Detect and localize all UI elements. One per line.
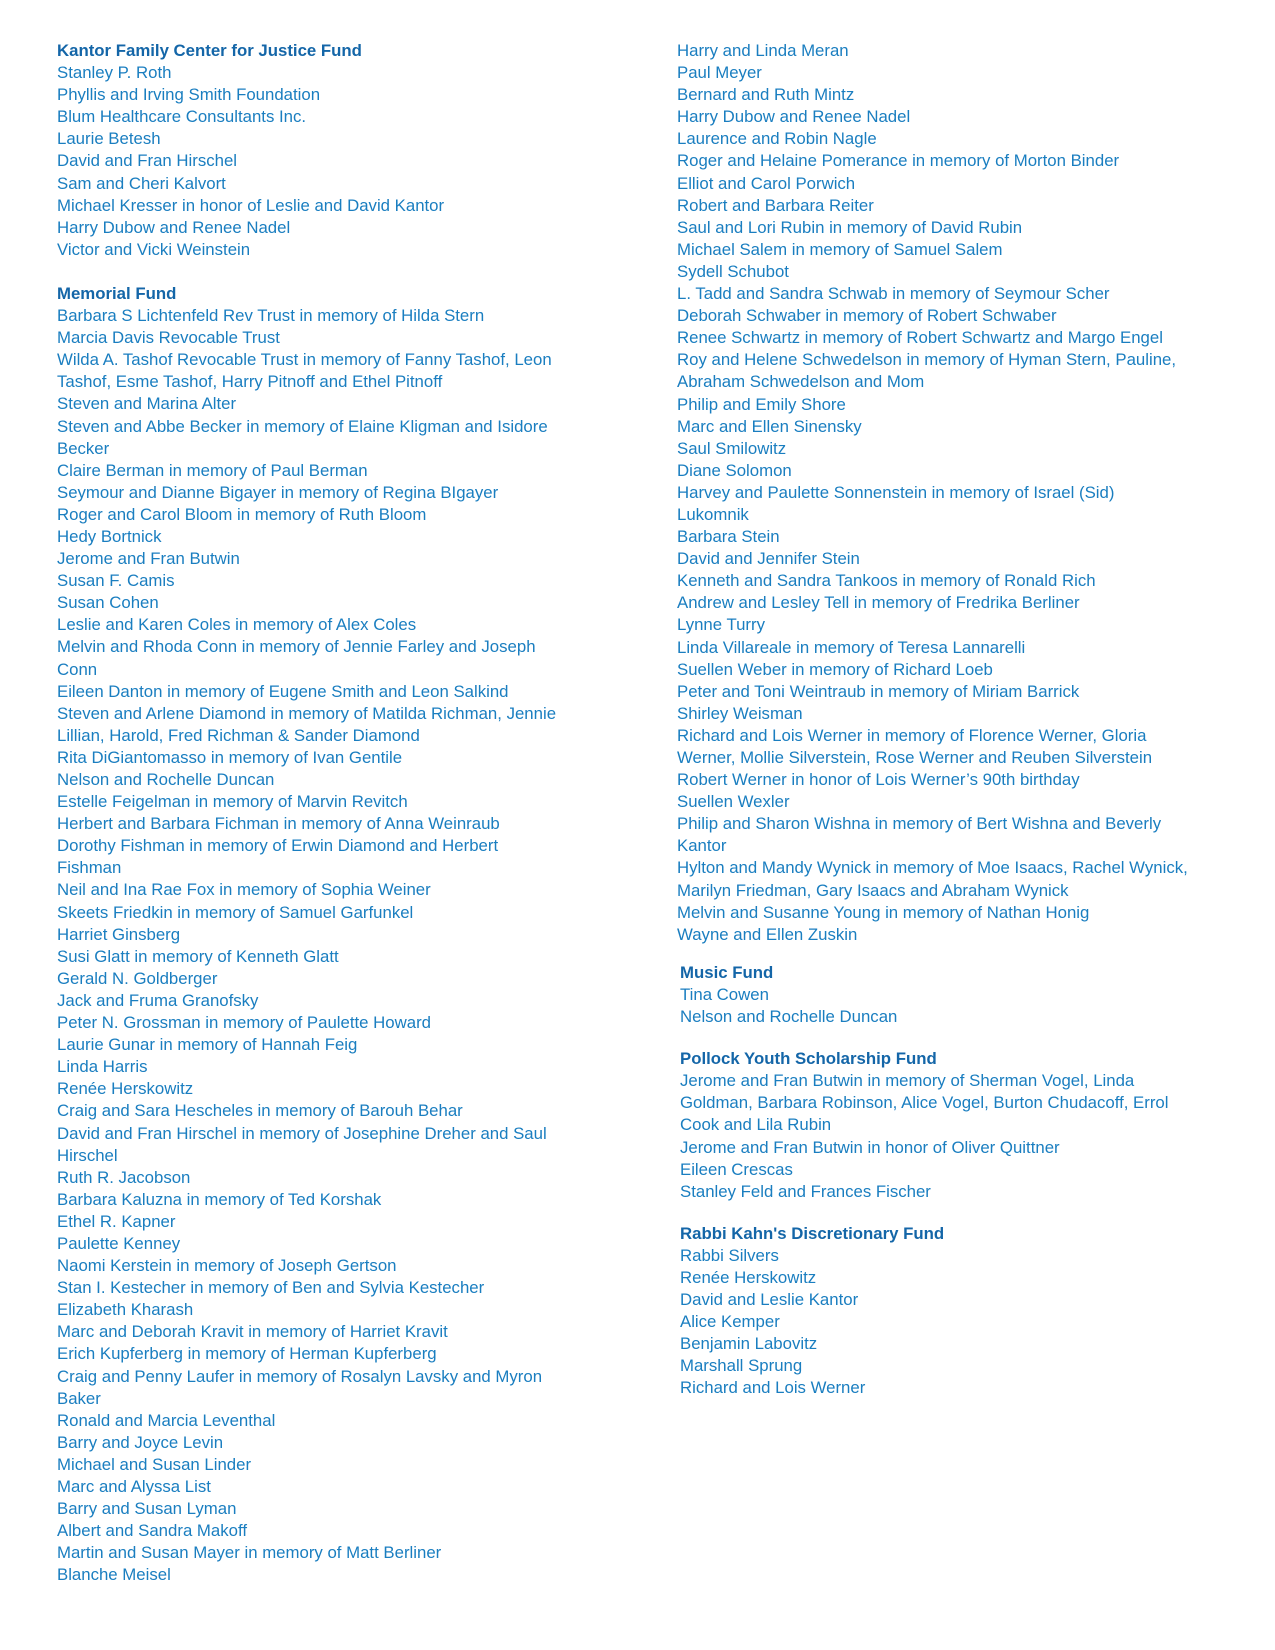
donor-line: Eileen Crescas [680, 1159, 793, 1179]
donor-line: Richard and Lois Werner in memory of Florence Werner, Gloria [677, 725, 1147, 745]
donor-line: Paul Meyer [677, 63, 762, 83]
donor-line: Elliot and Carol Porwich [677, 173, 856, 193]
donor-line: Tina Cowen [680, 984, 769, 1004]
donor-line: Ronald and Marcia Leventhal [57, 1410, 276, 1430]
section-heading: Memorial Fund [57, 283, 177, 303]
donor-line: Lillian, Harold, Fred Richman & Sander Diamond [57, 725, 420, 745]
donor-line: Blum Healthcare Consultants Inc. [57, 107, 307, 127]
donor-line: Sydell Schubot [677, 261, 789, 281]
donor-line: Abraham Schwedelson and Mom [677, 372, 925, 392]
left-column [57, 40, 617, 1586]
donor-line: Laurie Gunar in memory of Hannah Feig [57, 1035, 358, 1055]
rabbi-fund-section [677, 1223, 1247, 1400]
donor-line: Philip and Emily Shore [677, 394, 846, 414]
donor-line: Eileen Danton in memory of Eugene Smith and Leon Salkind [57, 681, 509, 701]
donor-line: Skeets Friedkin in memory of Samuel Garfunkel [57, 902, 414, 922]
donor-line: Ethel R. Kapner [57, 1211, 176, 1231]
donor-line: Victor and Vicki Weinstein [57, 239, 251, 259]
donor-line: Conn [57, 659, 98, 679]
donor-line: Deborah Schwaber in memory of Robert Schwaber [677, 306, 1057, 326]
donor-line: Michael Salem in memory of Samuel Salem [677, 239, 1003, 259]
donor-line: Peter N. Grossman in memory of Paulette Howard [57, 1013, 431, 1033]
donor-line: Andrew and Lesley Tell in memory of Fredrika Berliner [677, 593, 1080, 613]
donor-line: Linda Harris [57, 1057, 148, 1077]
donor-line: Shirley Weisman [677, 703, 803, 723]
donor-line: Steven and Marina Alter [57, 394, 237, 414]
donor-line: Jack and Fruma Granofsky [57, 990, 259, 1010]
donor-line: Wayne and Ellen Zuskin [677, 924, 858, 944]
donor-line: Jerome and Fran Butwin [57, 549, 240, 569]
donor-line: Robert Werner in honor of Lois Werner’s 90th birthday [677, 770, 1080, 790]
donor-line: Richard and Lois Werner [680, 1378, 866, 1398]
donor-line: Blanche Meisel [57, 1565, 171, 1585]
donor-line: Diane Solomon [677, 460, 792, 480]
donor-line: Barbara Stein [677, 527, 780, 547]
donor-list [677, 40, 1247, 946]
donor-line: Peter and Toni Weintraub in memory of Miriam Barrick [677, 681, 1080, 701]
donor-line: Dorothy Fishman in memory of Erwin Diamond and Herbert [57, 836, 499, 856]
donor-line: Marshall Sprung [680, 1356, 803, 1376]
donor-line: Roger and Helaine Pomerance in memory of Morton Binder [677, 151, 1120, 171]
donor-line: Elizabeth Kharash [57, 1300, 194, 1320]
donor-line: Rita DiGiantomasso in memory of Ivan Gentile [57, 747, 403, 767]
donor-line: Kantor [677, 836, 727, 856]
donor-line: Linda Villareale in memory of Teresa Lannarelli [677, 637, 1026, 657]
donor-line: Naomi Kerstein in memory of Joseph Gertson [57, 1256, 397, 1276]
donor-line: Harry Dubow and Renee Nadel [677, 107, 911, 127]
donor-line: Sam and Cheri Kalvort [57, 173, 226, 193]
donor-line: Harry Dubow and Renee Nadel [57, 217, 291, 237]
donor-line: Harriet Ginsberg [57, 924, 181, 944]
donor-list [57, 305, 617, 1586]
donor-line: Rabbi Silvers [680, 1245, 779, 1265]
donor-line: Seymour and Dianne Bigayer in memory of Regina BIgayer [57, 482, 499, 502]
donor-line: Barry and Susan Lyman [57, 1499, 237, 1519]
donor-line: Suellen Weber in memory of Richard Loeb [677, 659, 993, 679]
right-column [677, 40, 1247, 1400]
donor-line: Melvin and Susanne Young in memory of Nathan Honig [677, 902, 1090, 922]
donor-line: Laurie Betesh [57, 129, 161, 149]
donor-line: Saul Smilowitz [677, 438, 787, 458]
donor-line: Cook and Lila Rubin [680, 1115, 832, 1135]
donor-line: Harvey and Paulette Sonnenstein in memory of Israel (Sid) [677, 482, 1115, 502]
donor-line: Ruth R. Jacobson [57, 1167, 191, 1187]
donor-line: Gerald N. Goldberger [57, 968, 218, 988]
donor-line: Jerome and Fran Butwin in honor of Oliver Quittner [680, 1137, 1060, 1157]
donor-line: Werner, Mollie Silverstein, Rose Werner and Reuben Silverstein [677, 748, 1153, 767]
donor-list [680, 984, 1247, 1028]
donor-line: Martin and Susan Mayer in memory of Matt Berliner [57, 1543, 442, 1563]
donor-line: Lynne Turry [677, 615, 765, 635]
donor-line: Nelson and Rochelle Duncan [57, 770, 275, 789]
memorial-fund-section [57, 283, 617, 1587]
donor-line: Robert and Barbara Reiter [677, 195, 874, 215]
donor-line: Claire Berman in memory of Paul Berman [57, 460, 368, 480]
donor-line: Philip and Sharon Wishna in memory of Bert Wishna and Beverly [677, 814, 1162, 834]
donor-line: Hylton and Mandy Wynick in memory of Moe Isaacs, Rachel Wynick, [677, 858, 1188, 878]
donor-line: Saul and Lori Rubin in memory of David Rubin [677, 217, 1023, 237]
donor-line: Renée Herskowitz [57, 1079, 194, 1099]
donor-line: Suellen Wexler [677, 792, 790, 812]
donor-line: Hedy Bortnick [57, 526, 162, 546]
section-heading: Kantor Family Center for Justice Fund [57, 41, 362, 60]
donor-line: Susi Glatt in memory of Kenneth Glatt [57, 946, 339, 966]
donor-list [57, 62, 617, 261]
donor-line: Erich Kupferberg in memory of Herman Kupferberg [57, 1344, 437, 1364]
kantor-fund-section [57, 40, 617, 261]
donor-line: Renée Herskowitz [680, 1267, 817, 1287]
pollock-fund-section [677, 1048, 1247, 1203]
donor-line: Nelson and Rochelle Duncan [680, 1007, 898, 1027]
donor-line: Leslie and Karen Coles in memory of Alex Coles [57, 615, 417, 635]
donor-line: Benjamin Labovitz [680, 1334, 818, 1354]
donor-line: Michael Kresser in honor of Leslie and David Kantor [57, 195, 445, 215]
donor-line: Albert and Sandra Makoff [57, 1521, 247, 1541]
donor-line: Baker [57, 1388, 101, 1408]
donor-line: Craig and Penny Laufer in memory of Rosalyn Lavsky and Myron [57, 1366, 543, 1386]
donor-line: Bernard and Ruth Mintz [677, 85, 855, 105]
donor-line: Barry and Joyce Levin [57, 1432, 224, 1452]
donor-line: Tashof, Esme Tashof, Harry Pitnoff and Ethel Pitnoff [57, 372, 443, 392]
donor-line: Stan I. Kestecher in memory of Ben and Sylvia Kestecher [57, 1278, 485, 1298]
section-heading: Pollock Youth Scholarship Fund [680, 1049, 937, 1069]
donor-line: Marc and Deborah Kravit in memory of Harriet Kravit [57, 1322, 448, 1342]
donor-line: Susan F. Camis [57, 571, 175, 591]
donor-line: Estelle Feigelman in memory of Marvin Revitch [57, 792, 408, 812]
donor-line: Becker [57, 438, 110, 458]
donor-line: Fishman [57, 858, 122, 878]
donor-line: Kenneth and Sandra Tankoos in memory of Ronald Rich [677, 571, 1096, 591]
donor-line: Jerome and Fran Butwin in memory of Sherman Vogel, Linda [680, 1071, 1135, 1091]
donor-line: Barbara Kaluzna in memory of Ted Korshak [57, 1189, 382, 1209]
donor-line: L. Tadd and Sandra Schwab in memory of Seymour Scher [677, 284, 1110, 304]
donor-line: Neil and Ina Rae Fox in memory of Sophia Weiner [57, 880, 431, 900]
donor-line: Lukomnik [677, 504, 749, 524]
donor-list [680, 1245, 1247, 1400]
donor-line: Marc and Ellen Sinensky [677, 416, 862, 436]
donor-line: Barbara S Lichtenfeld Rev Trust in memory of Hilda Stern [57, 306, 485, 326]
section-heading: Music Fund [680, 962, 774, 982]
donor-line: Michael and Susan Linder [57, 1454, 252, 1474]
donor-line: David and Fran Hirschel [57, 151, 238, 171]
donor-line: Stanley P. Roth [57, 63, 172, 83]
donor-line: Stanley Feld and Frances Fischer [680, 1181, 931, 1201]
music-fund-section [677, 962, 1247, 1028]
donor-line: Melvin and Rhoda Conn in memory of Jennie Farley and Joseph [57, 637, 536, 657]
donor-line: Steven and Abbe Becker in memory of Elaine Kligman and Isidore [57, 416, 548, 436]
donor-line: Marc and Alyssa List [57, 1477, 211, 1496]
donor-line: Roger and Carol Bloom in memory of Ruth Bloom [57, 504, 427, 524]
donor-line: Wilda A. Tashof Revocable Trust in memory of Fanny Tashof, Leon [57, 350, 552, 370]
donor-line: Phyllis and Irving Smith Foundation [57, 85, 321, 105]
memorial-fund-continued-section [677, 40, 1247, 946]
donor-list [680, 1070, 1247, 1203]
donor-line: Herbert and Barbara Fichman in memory of Anna Weinraub [57, 814, 500, 834]
donor-line: Alice Kemper [680, 1312, 780, 1332]
donor-line: David and Leslie Kantor [680, 1290, 859, 1310]
section-heading: Rabbi Kahn's Discretionary Fund [680, 1223, 945, 1243]
donor-line: Hirschel [57, 1145, 118, 1165]
donor-line: David and Fran Hirschel in memory of Josephine Dreher and Saul [57, 1123, 547, 1143]
donor-line: Goldman, Barbara Robinson, Alice Vogel, Burton Chudacoff, Errol [680, 1093, 1169, 1113]
donor-line: Laurence and Robin Nagle [677, 129, 877, 149]
donor-line: Renee Schwartz in memory of Robert Schwartz and Margo Engel [677, 328, 1163, 348]
donor-line: Marcia Davis Revocable Trust [57, 328, 280, 348]
donor-line: Paulette Kenney [57, 1233, 181, 1253]
donor-line: David and Jennifer Stein [677, 549, 860, 569]
donor-line: Harry and Linda Meran [677, 41, 849, 60]
donor-line: Craig and Sara Hescheles in memory of Barouh Behar [57, 1101, 463, 1121]
donor-line: Steven and Arlene Diamond in memory of Matilda Richman, Jennie [57, 703, 557, 723]
donor-line: Marilyn Friedman, Gary Isaacs and Abraham Wynick [677, 880, 1069, 900]
donor-line: Roy and Helene Schwedelson in memory of Hyman Stern, Pauline, [677, 350, 1177, 370]
donor-line: Susan Cohen [57, 593, 159, 613]
